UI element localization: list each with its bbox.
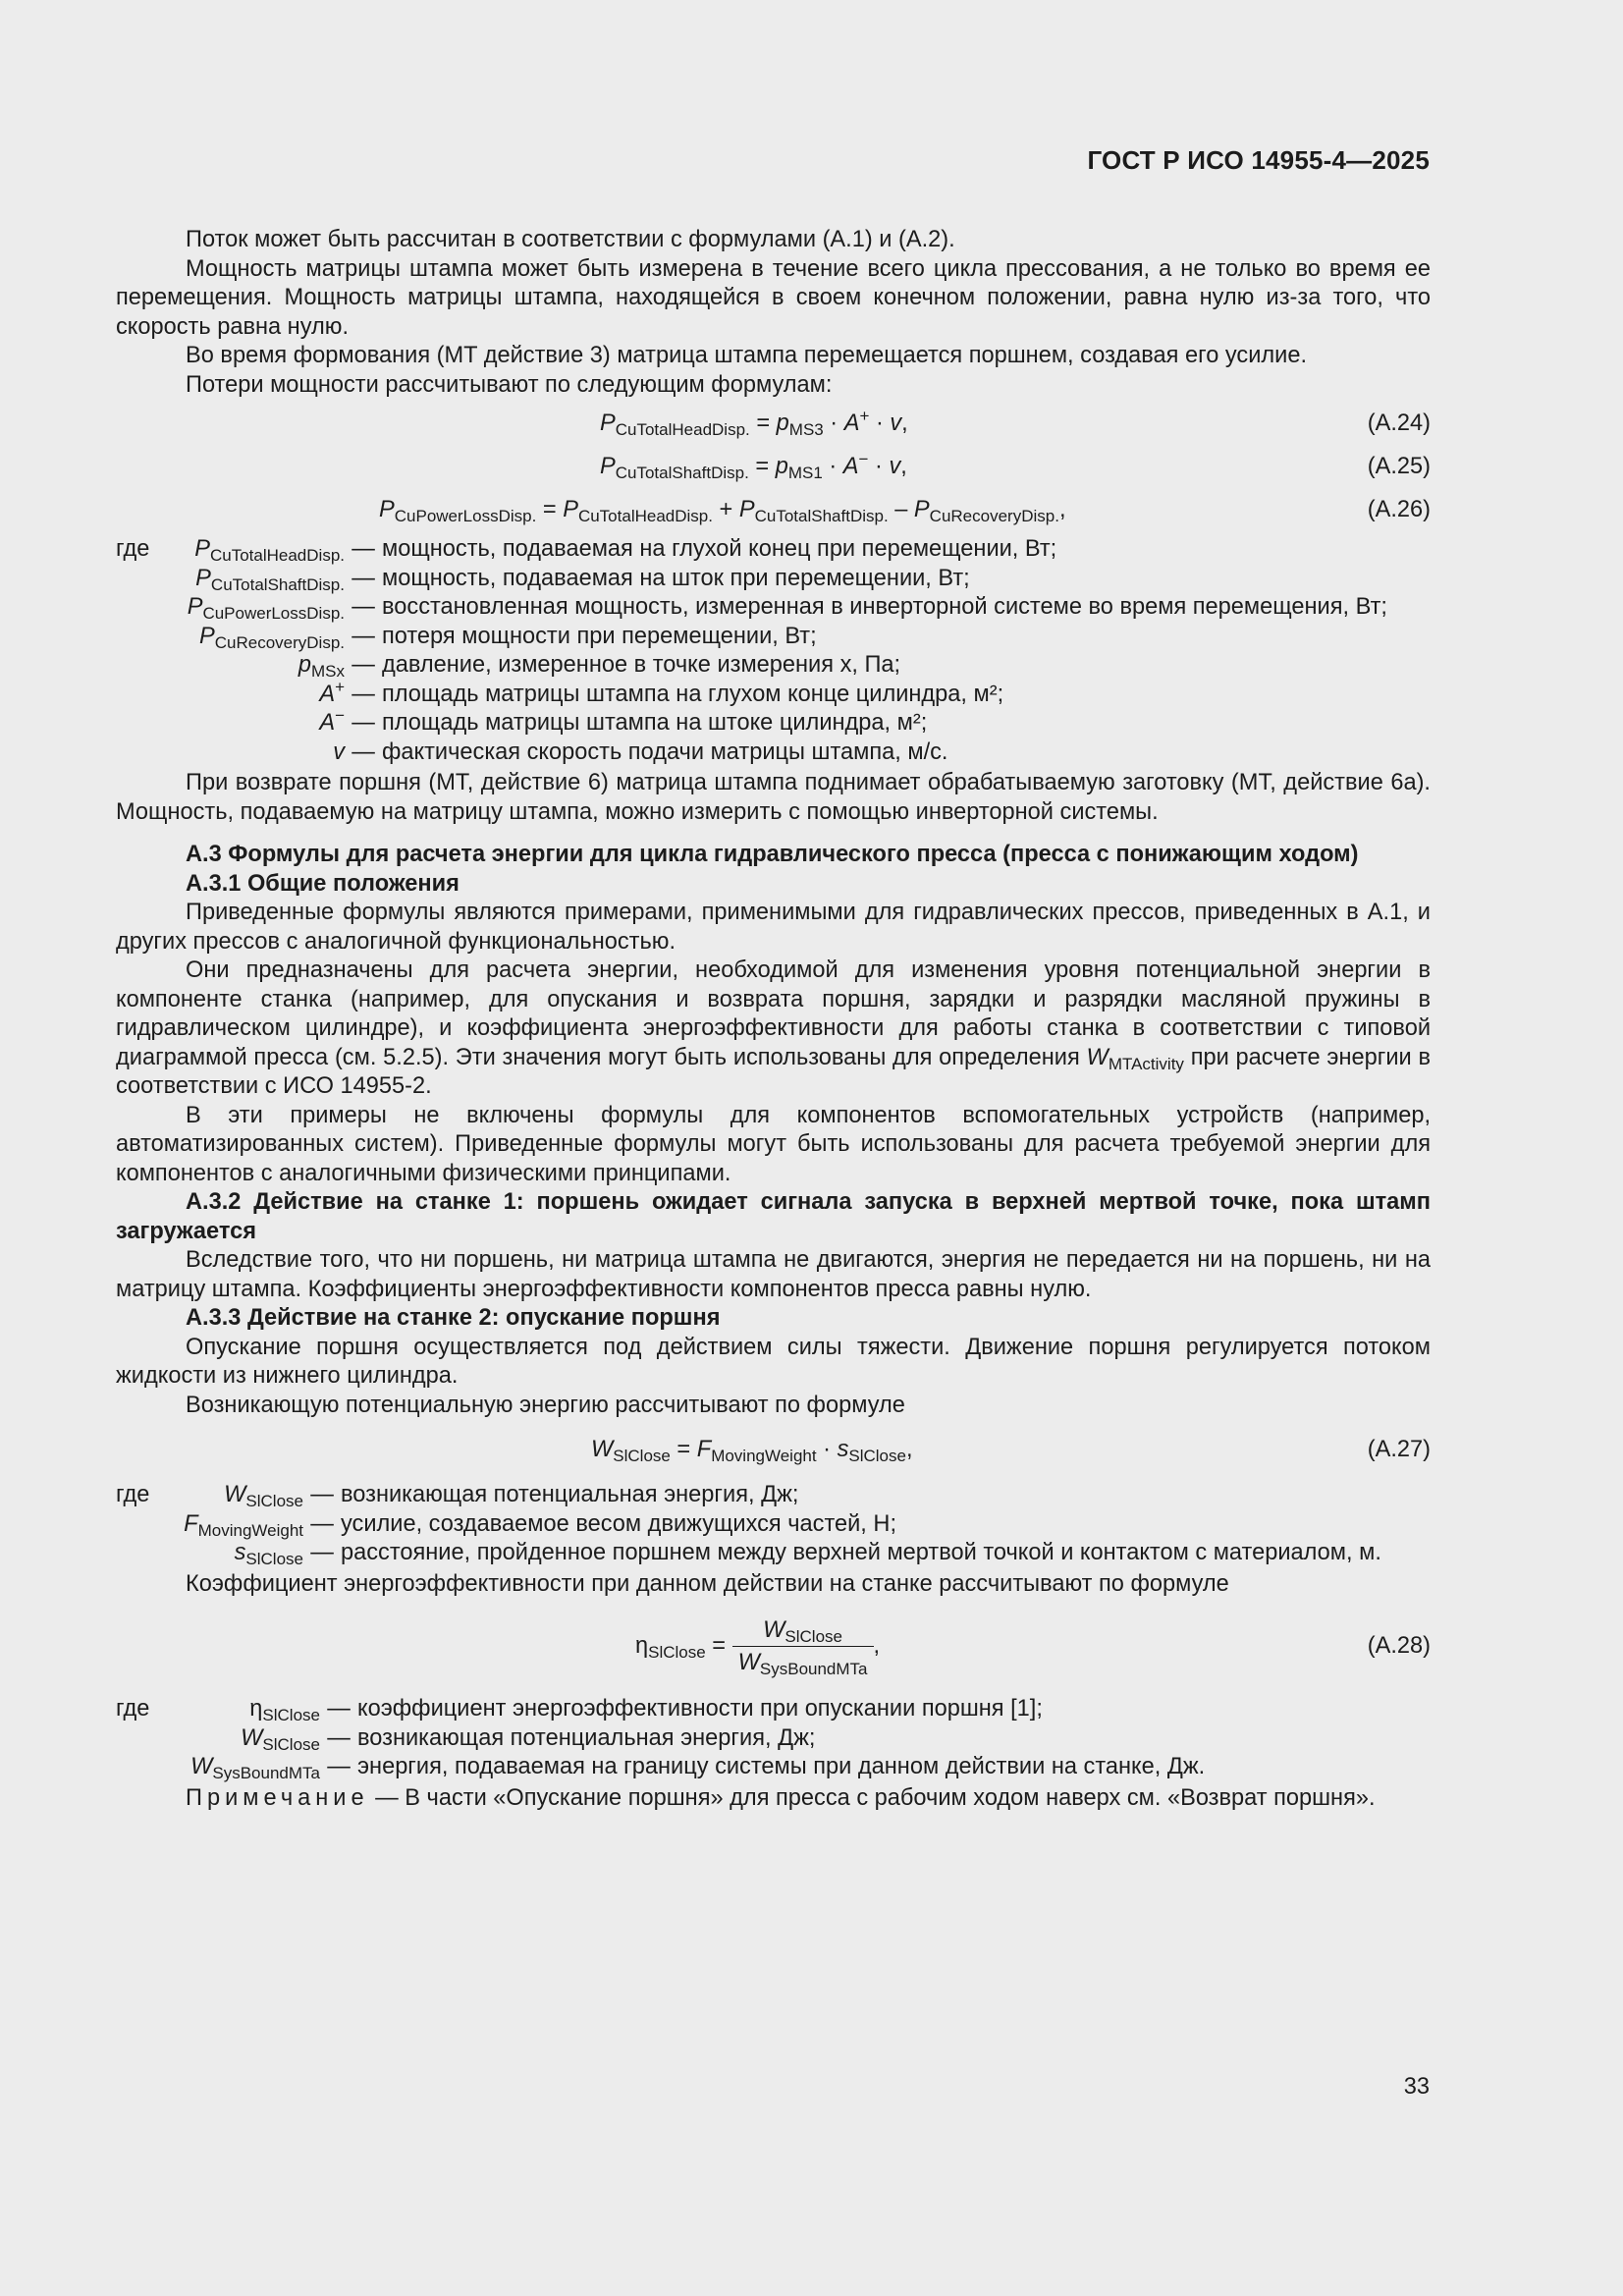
paragraph-text: Они предназначены для расчета энергии, необходимой для изменения уровня потенциальной энергии в компоненте станка (например, для опускания и возврата поршня, зарядки и разрядки масляной пружины в гидравлическом цилиндре), и коэффициента энергоэффективности для работы станка в соответствии с типовой диаграммой пресса (см. 5.2.5). Эти значения могут быть использованы для определения: [116, 957, 1431, 1070]
dash: —: [310, 1482, 334, 1507]
variable-definition: [116, 677, 1431, 710]
paragraph: Во время формования (MT действие 3) матрица штампа перемещается поршнем, создавая его усилие.: [186, 343, 1308, 368]
variable-symbol: [157, 1695, 320, 1724]
equation-number: (А.25): [1367, 454, 1431, 479]
dash: —: [352, 710, 375, 736]
variable-definition: [116, 1539, 1431, 1568]
paragraph: Коэффициент энергоэффективности при данном действии на станке рассчитывают по формуле: [186, 1570, 1229, 1597]
paragraph: Мощность матрицы штампа может быть измерена в течение всего цикла прессования, а не только во время ее перемещения. Мощность матрицы штампа, находящейся в своем конечном положении, равна нулю из-за того, что скорость равна нулю.: [116, 255, 1431, 340]
variable-definition: [116, 1695, 1431, 1724]
paragraph: Приведенные формулы являются примерами, применимыми для гидравлических прессов, приведенных в А.1, и других прессов с аналогичной функциональностью.: [116, 900, 1431, 955]
variable-description: расстояние, пройденное поршнем между верхней мертвой точкой и контактом с материалом, м.: [341, 1540, 1381, 1565]
variable-description: мощность, подаваемая на глухой конец при перемещении, Вт;: [382, 536, 1057, 562]
formula-a26: $P_{CuPowerLossDisp.} = P_{CuTotalHeadDisp.} + P_{CuTotalShaftDisp.} - P_{CuRecoveryDisp.}$,: [379, 497, 1066, 525]
note-text: — В части «Опускание поршня» для пресса с рабочим ходом наверх см. «Возврат поршня».: [368, 1784, 1376, 1811]
variable-list: [116, 1481, 1431, 1568]
symbol-superscript: −: [335, 706, 345, 725]
symbol-subscript: CuPowerLossDisp.: [202, 604, 345, 623]
equation-a25: [116, 445, 1431, 488]
variable-symbol: [157, 593, 345, 623]
where-label: где: [116, 1696, 150, 1722]
equation-number: (А.27): [1367, 1437, 1431, 1462]
symbol-subscript: SlClose: [262, 1706, 320, 1724]
equation-a24: [116, 402, 1431, 445]
dash: —: [352, 738, 375, 765]
symbol: W: [190, 1754, 213, 1779]
variable-description: усилие, создаваемое весом движущихся частей, Н;: [341, 1510, 897, 1537]
equation-a26: [116, 488, 1431, 531]
dash: —: [352, 681, 375, 707]
variable-definition: [116, 651, 1431, 681]
symbol-subscript: SlClose: [262, 1734, 320, 1754]
symbol-subscript: MTActivity: [1108, 1054, 1184, 1073]
page-number: 33: [1403, 2074, 1430, 2100]
variable-definition: [116, 738, 1431, 768]
note-label: Примечание: [186, 1784, 369, 1811]
paragraph: Потери мощности рассчитывают по следующим формулам:: [186, 371, 833, 398]
paragraph: [116, 957, 1431, 1102]
page-content: [116, 226, 1431, 1813]
formula-a28: $\eta_{SlClose}$ = $\frac{W_{SlClose}}{W_{SysBoundMTa}}$ ,: [635, 1617, 881, 1679]
paragraph: Опускание поршня осуществляется под действием силы тяжести. Движение поршня регулируется потоком жидкости из нижнего цилиндра.: [116, 1334, 1431, 1389]
variable-list: [116, 535, 1431, 767]
dash: —: [352, 594, 375, 620]
equation-number: (А.28): [1367, 1633, 1431, 1659]
paragraph: При возврате поршня (MT, действие 6) матрица штампа поднимает обрабатываемую заготовку (MT, действие 6а). Мощность, подаваемую на матрицу штампа, можно измерить с помощью инверторной системы.: [116, 770, 1431, 825]
dash: —: [310, 1510, 334, 1537]
variable-description: давление, измеренное в точке измерения x, Па;: [382, 652, 901, 678]
variable-symbol: [157, 1481, 303, 1510]
symbol-subscript: MovingWeight: [197, 1520, 303, 1540]
where-label: где: [116, 536, 150, 562]
symbol-subscript: SysBoundMTa: [212, 1764, 320, 1782]
note: [116, 1784, 1431, 1814]
symbol-subscript: SlClose: [245, 1550, 303, 1568]
symbol: P: [187, 594, 203, 620]
symbol: s: [234, 1540, 246, 1565]
variable-symbol: [157, 565, 345, 594]
variable-symbol: [157, 1753, 320, 1782]
variable-symbol: [157, 706, 345, 738]
subsection-heading: А.3.3 Действие на станке 2: опускание поршня: [186, 1305, 721, 1331]
variable-definition: [116, 593, 1431, 623]
symbol-subscript: SlClose: [245, 1492, 303, 1510]
dash: —: [352, 623, 375, 649]
symbol: P: [198, 623, 215, 649]
dash: —: [310, 1540, 334, 1565]
variable-definition: [116, 1481, 1431, 1510]
symbol: η: [249, 1696, 263, 1722]
formula-a25: $P_{CuTotalShaftDisp.} = p_{MS1} \cdot A^- \cdot v$,: [600, 450, 907, 482]
section-heading: А.3 Формулы для расчета энергии для цикла гидравлического пресса (пресса с понижающим ходом): [186, 842, 1359, 867]
variable-definition: [116, 1724, 1431, 1754]
variable-symbol: [157, 1539, 303, 1568]
variable-symbol: [157, 623, 345, 652]
variable-description: возникающая потенциальная энергия, Дж;: [341, 1482, 799, 1507]
paragraph: Возникающую потенциальную энергию рассчитывают по формуле: [186, 1392, 905, 1418]
variable-description: площадь матрицы штампа на глухом конце цилиндра, м²;: [382, 681, 1004, 707]
variable-description: фактическая скорость подачи матрицы штампа, м/с.: [382, 738, 948, 765]
formula-a27: $W_{SlClose} = F_{MovingWeight} \cdot s_{SlClose}$,: [591, 1437, 913, 1465]
dash: —: [352, 565, 375, 591]
equation-number: (А.26): [1367, 497, 1431, 522]
paragraph-text: при расчете энергии в соответствии с ИСО 14955-2.: [116, 1044, 1431, 1099]
variable-description: площадь матрицы штампа на штоке цилиндра, м²;: [382, 710, 928, 736]
symbol-subscript: MSx: [311, 662, 345, 681]
dash: —: [327, 1754, 351, 1779]
standard-header: ГОСТ Р ИСО 14955-4—2025: [1087, 145, 1430, 175]
symbol-subscript: CuTotalHeadDisp.: [209, 546, 345, 565]
variable-description: энергия, подаваемая на границу системы при данном действии на станке, Дж.: [357, 1754, 1206, 1779]
variable-definition: [116, 623, 1431, 652]
symbol: W: [241, 1724, 263, 1751]
variable-definition: [116, 1753, 1431, 1782]
paragraph: Вследствие того, что ни поршень, ни матрица штампа не двигаются, энергия не передается ни на поршень, ни на матрицу штампа. Коэффициенты энергоэффективности компонентов пресса равны нулю.: [116, 1247, 1431, 1302]
variable-symbol: [157, 1510, 303, 1540]
variable-symbol: [157, 651, 345, 681]
subsection-heading: А.3.2 Действие на станке 1: поршень ожидает сигнала запуска в верхней мертвой точке, пока штамп загружается: [116, 1189, 1431, 1244]
symbol-superscript: +: [335, 677, 345, 696]
symbol: p: [298, 652, 311, 678]
variable-description: коэффициент энергоэффективности при опускании поршня [1];: [357, 1696, 1043, 1722]
symbol: F: [184, 1510, 198, 1537]
variable-description: потеря мощности при перемещении, Вт;: [382, 623, 817, 649]
variable-definition: [116, 535, 1431, 565]
symbol: A: [319, 681, 336, 707]
variable-description: восстановленная мощность, измеренная в инверторной системе во время перемещения, Вт;: [382, 594, 1387, 620]
dash: —: [352, 536, 375, 562]
variable-symbol: [157, 738, 345, 768]
variable-definition: [116, 565, 1431, 594]
equation-a27: [116, 1420, 1431, 1479]
symbol: W: [1086, 1044, 1109, 1070]
formula-a24: $P_{CuTotalHeadDisp.} = p_{MS3} \cdot A^+ \cdot v$,: [600, 407, 908, 439]
dash: —: [327, 1696, 351, 1722]
symbol: P: [195, 565, 211, 591]
symbol-subscript: CuRecoveryDisp.: [214, 632, 345, 652]
variable-symbol: [157, 1724, 320, 1754]
equation-number: (А.24): [1367, 410, 1431, 436]
variable-description: мощность, подаваемая на шток при перемещении, Вт;: [382, 565, 970, 591]
symbol: v: [333, 738, 345, 765]
dash: —: [352, 652, 375, 678]
variable-description: возникающая потенциальная энергия, Дж;: [357, 1724, 816, 1751]
variable-symbol: [157, 677, 345, 710]
symbol: W: [224, 1482, 246, 1507]
symbol: A: [319, 710, 336, 736]
subsection-heading: А.3.1 Общие положения: [186, 870, 460, 897]
variable-symbol: [157, 535, 345, 565]
dash: —: [327, 1724, 351, 1751]
symbol: P: [194, 536, 210, 562]
equation-a28: [116, 1599, 1431, 1693]
paragraph: Поток может быть рассчитан в соответствии с формулами (А.1) и (А.2).: [186, 227, 955, 252]
paragraph: В эти примеры не включены формулы для компонентов вспомогательных устройств (например, автоматизированных систем). Приведенные формулы могут быть использованы для расчета требуемой энергии для компонентов с аналогичными физическими принципами.: [116, 1102, 1431, 1186]
where-label: где: [116, 1482, 150, 1507]
fraction: $\frac{W_{SlClose}}{W_{SysBoundMTa}}$: [732, 1616, 874, 1676]
variable-definition: [116, 1510, 1431, 1540]
variable-list: [116, 1695, 1431, 1782]
symbol-subscript: CuTotalShaftDisp.: [210, 574, 345, 594]
variable-definition: [116, 706, 1431, 738]
